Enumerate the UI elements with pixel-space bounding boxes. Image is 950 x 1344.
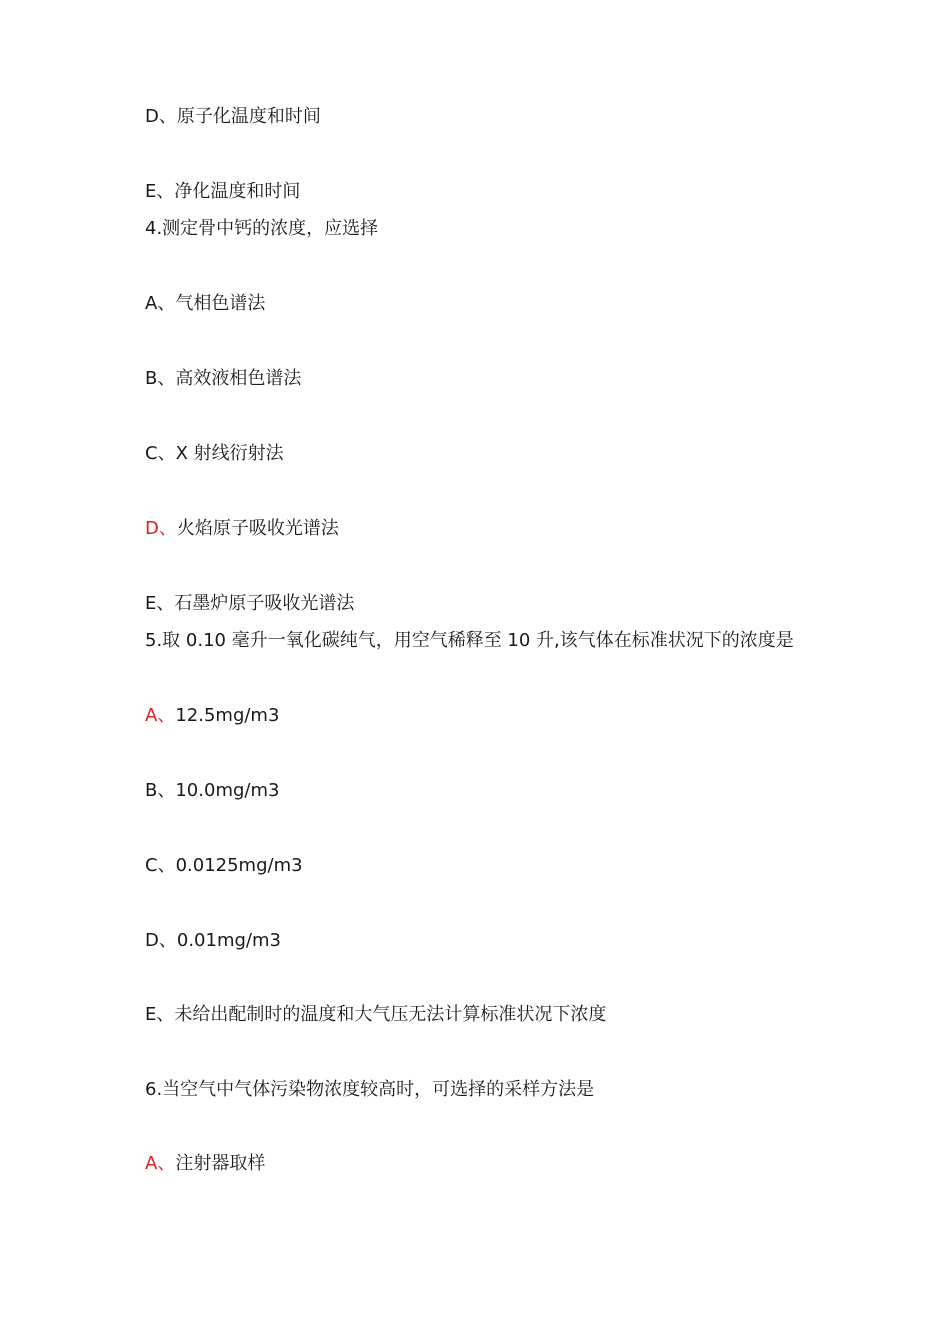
option-line: [145, 1003, 606, 1027]
option-letter: C、: [145, 443, 176, 464]
option-text: X 射线衍射法: [175, 443, 284, 464]
option-text: 0.0125mg/m3: [175, 855, 303, 876]
option-text: 石墨炉原子吸收光谱法: [174, 593, 355, 614]
option-letter: E、: [145, 1004, 175, 1025]
option-line: [145, 292, 265, 316]
option-letter: B、: [145, 368, 176, 389]
option-line: [145, 704, 279, 728]
option-letter: D、: [145, 930, 177, 951]
correct-option-letter: D、: [145, 518, 177, 539]
option-text: 0.01mg/m3: [176, 930, 281, 951]
question-text: 4.测定骨中钙的浓度，应选择: [145, 218, 379, 239]
option-line: [145, 854, 303, 878]
option-line: [145, 517, 339, 541]
option-text: 气相色谱法: [175, 293, 266, 314]
option-line: [145, 180, 300, 204]
question-line: [145, 1078, 594, 1102]
option-line: [145, 779, 279, 803]
option-text: 注射器取样: [175, 1153, 266, 1174]
option-letter: D、: [145, 106, 177, 127]
question-line: [145, 629, 794, 653]
option-letter: E、: [145, 593, 175, 614]
question-text: 5.取 0.10 毫升一氧化碳纯气，用空气稀释至 10 升,该气体在标准状况下的浓度是: [145, 630, 794, 651]
option-letter: A、: [145, 293, 176, 314]
correct-option-letter: A、: [145, 705, 176, 726]
option-text: 12.5mg/m3: [175, 705, 280, 726]
correct-option-letter: A、: [145, 1153, 176, 1174]
question-text: 6.当空气中气体污染物浓度较高时，可选择的采样方法是: [145, 1079, 595, 1100]
option-line: [145, 929, 281, 953]
option-text: 火焰原子吸收光谱法: [176, 518, 339, 539]
option-line: [145, 367, 301, 391]
option-letter: C、: [145, 855, 176, 876]
option-text: 净化温度和时间: [174, 181, 301, 202]
option-text: 原子化温度和时间: [176, 106, 321, 127]
option-line: [145, 105, 321, 129]
option-letter: B、: [145, 780, 176, 801]
option-text: 未给出配制时的温度和大气压无法计算标准状况下浓度: [174, 1004, 607, 1025]
option-letter: E、: [145, 181, 175, 202]
option-line: [145, 592, 354, 616]
option-line: [145, 1152, 265, 1176]
question-line: [145, 217, 378, 241]
option-text: 高效液相色谱法: [175, 368, 302, 389]
option-text: 10.0mg/m3: [175, 780, 280, 801]
option-line: [145, 442, 284, 466]
